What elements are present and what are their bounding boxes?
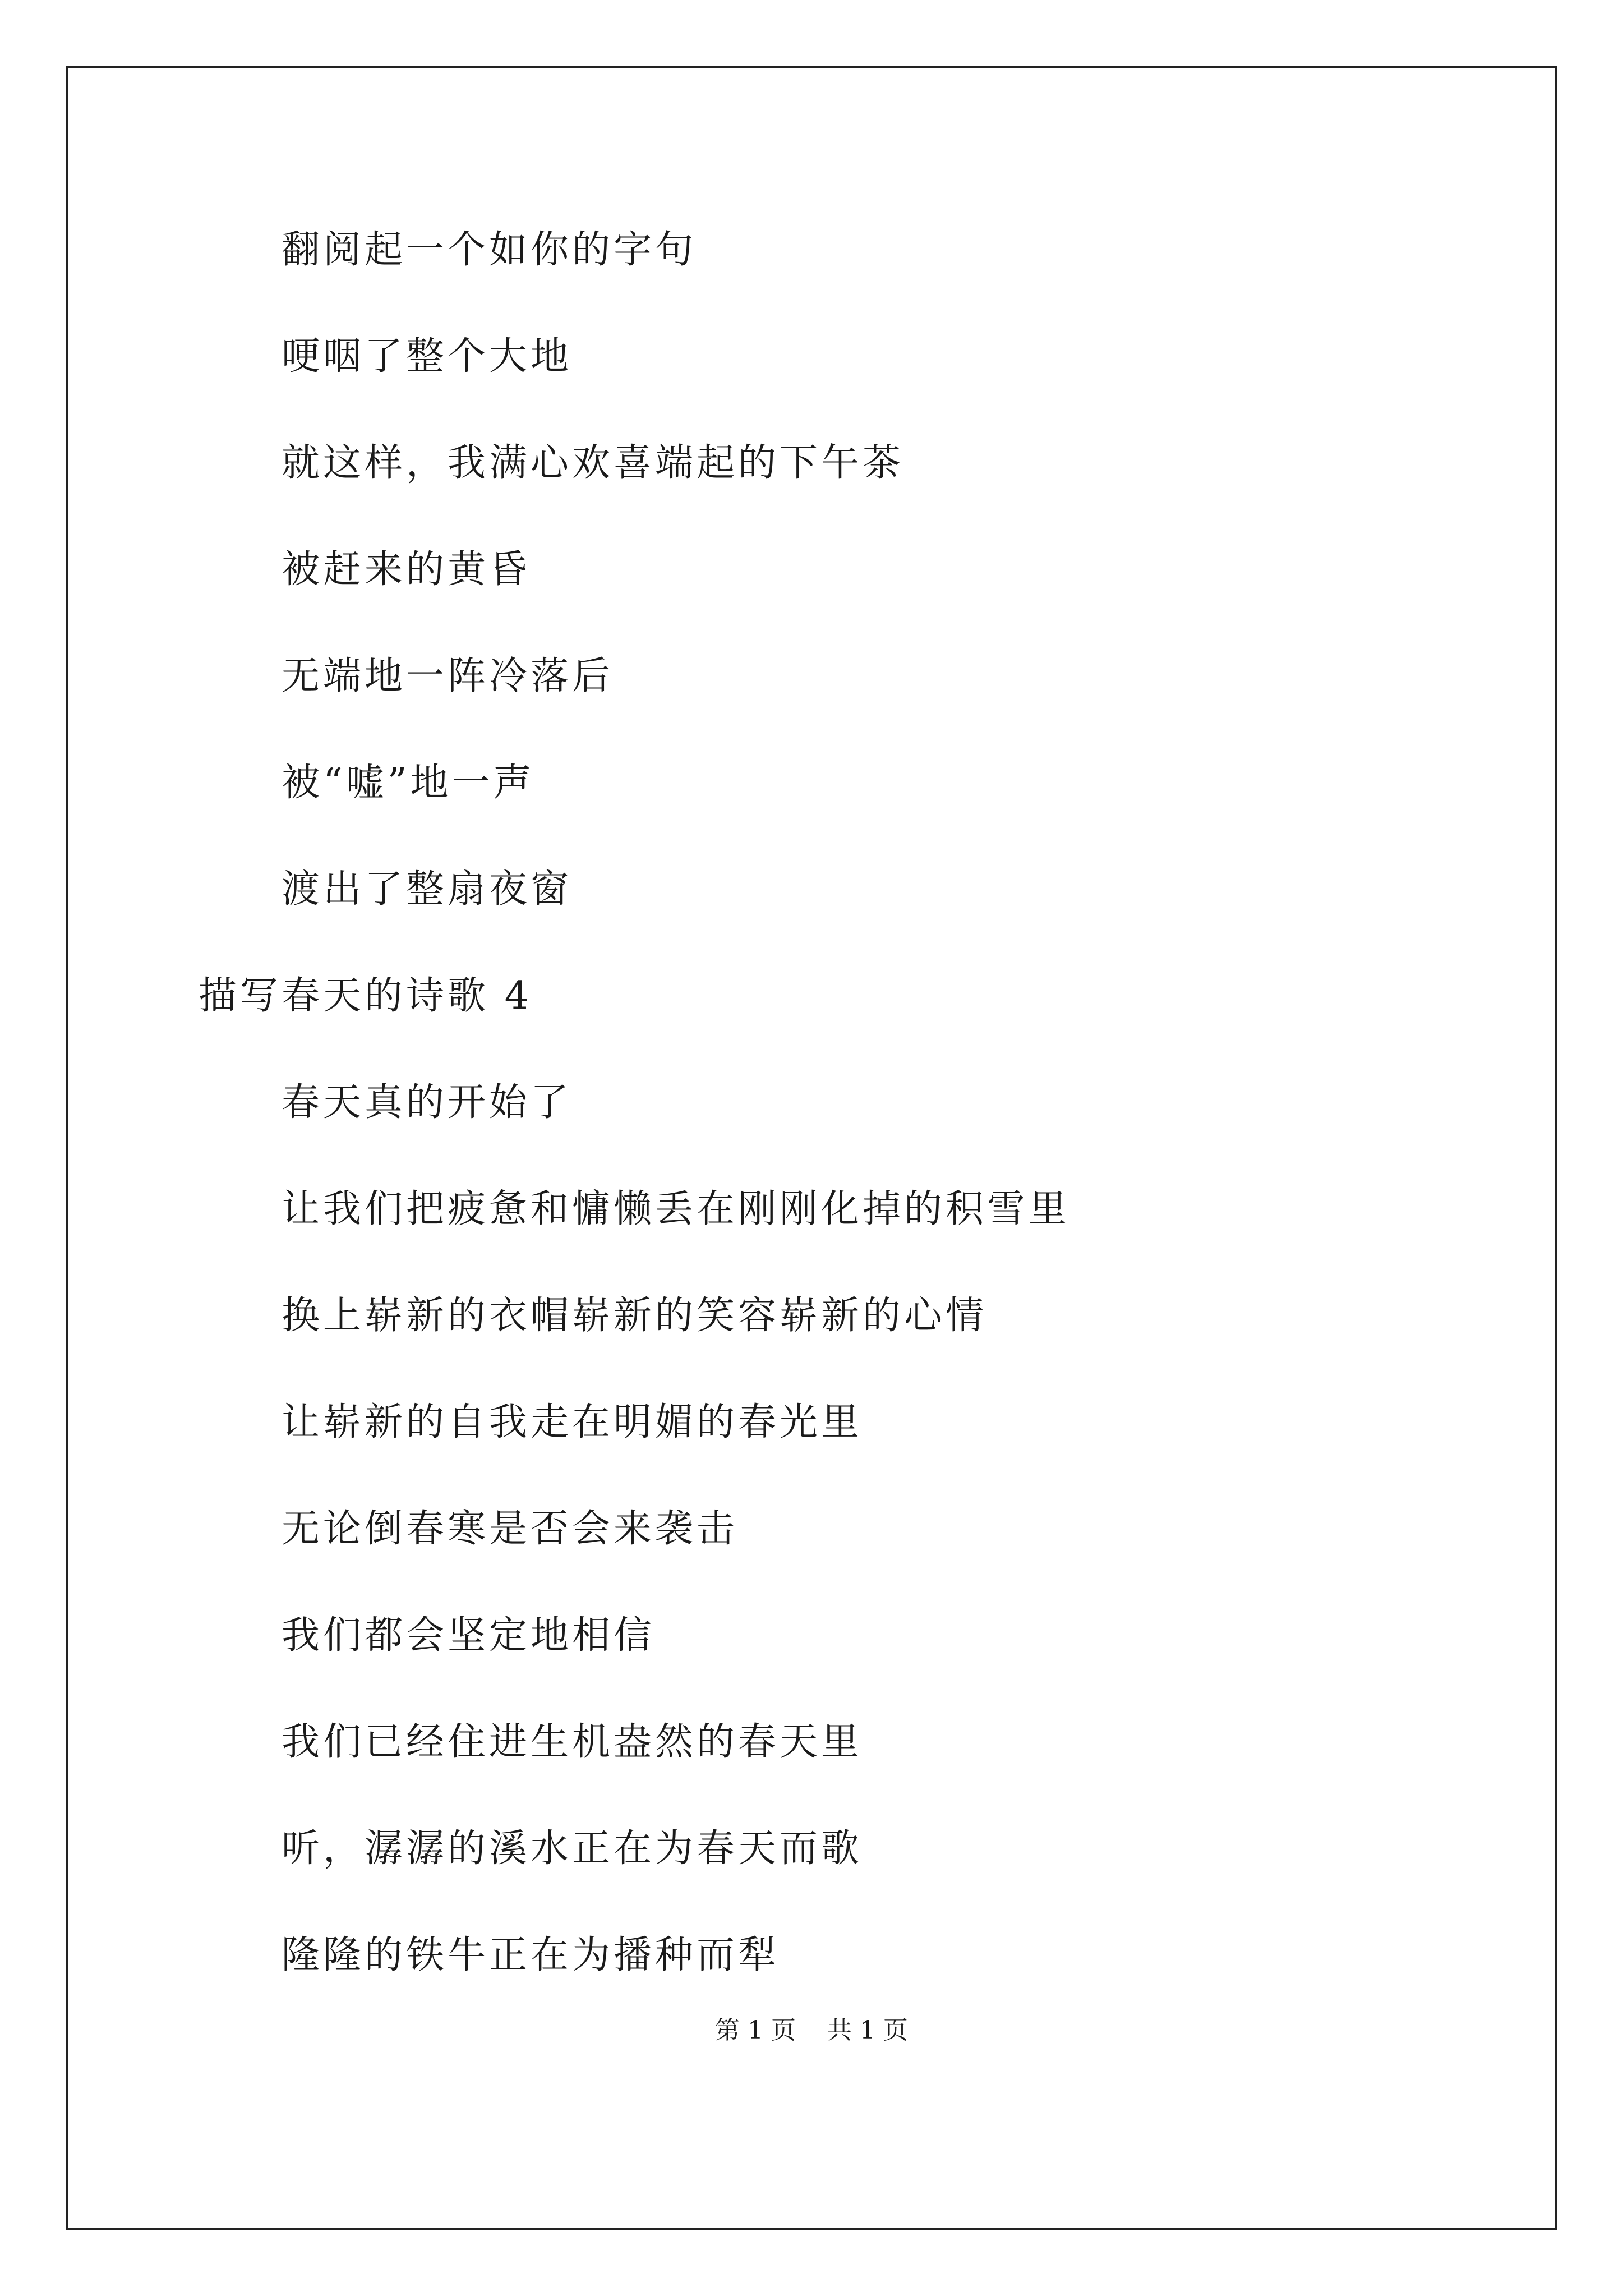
poem-line: 就这样，我满心欢喜端起的下午茶 <box>282 441 905 485</box>
page-border <box>66 66 1557 2230</box>
poem-line: 被赶来的黄昏 <box>282 547 531 592</box>
poem-line: 哽咽了整个大地 <box>282 334 573 379</box>
poem-line: 让我们把疲惫和慵懒丢在刚刚化掉的积雪里 <box>282 1187 1071 1231</box>
poem-line: 被“嘘”地一声 <box>282 761 535 805</box>
poem-line: 换上崭新的衣帽崭新的笑容崭新的心情 <box>282 1294 988 1338</box>
poem-line: 春天真的开始了 <box>282 1080 573 1125</box>
poem-line: 无端地一阵冷落后 <box>282 654 614 698</box>
poem-line: 翻阅起一个如你的字句 <box>282 228 697 272</box>
poem-line: 我们已经住进生机盎然的春天里 <box>282 1720 863 1764</box>
poem-line: 无论倒春寒是否会来袭击 <box>282 1507 739 1551</box>
section-heading: 描写春天的诗歌 4 <box>199 974 532 1018</box>
page-number: 第 1 页 共 1 页 <box>715 2016 908 2045</box>
poem-line: 我们都会坚定地相信 <box>282 1613 656 1658</box>
poem-line: 让崭新的自我走在明媚的春光里 <box>282 1400 863 1444</box>
poem-line: 隆隆的铁牛正在为播种而犁 <box>282 1933 780 1977</box>
poem-line: 听，潺潺的溪水正在为春天而歌 <box>282 1826 863 1871</box>
poem-line: 渡出了整扇夜窗 <box>282 867 573 912</box>
